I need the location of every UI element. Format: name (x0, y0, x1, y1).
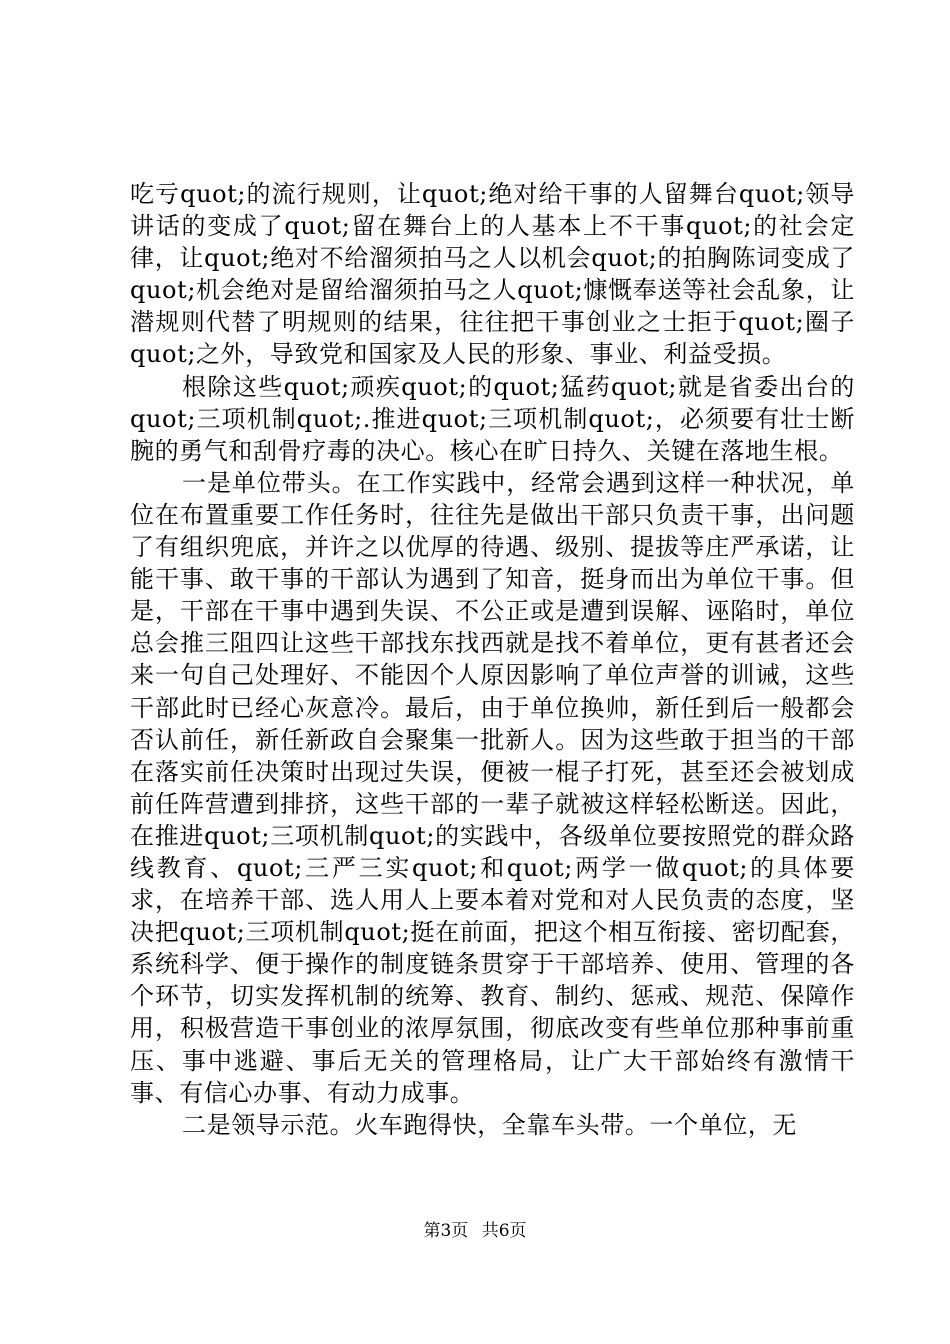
page-footer (0, 1216, 950, 1241)
paragraph-4: 二是领导示范。火车跑得快，全靠车头带。一个单位，无 (182, 1110, 797, 1139)
paragraph-1: 吃亏quot;的流行规则，让quot;绝对给干事的人留舞台quot;领导讲话的变成了quot;留在舞台上的人基本上不干事quot;的社会定律，让quot;绝对不给溜须拍马之人以机会quot;的拍胸陈词变成了quot;机会绝对是留给溜须拍马之人quot;慷慨奉送等社会乱象，让潜规则代替了明规则的结果，往往把干事创业之士拒于quot;圈子quot;之外，导致党和国家及人民的形象、事业、利益受损。 (130, 180, 855, 369)
document-body (130, 178, 855, 1141)
page-total: 共6页 (481, 1221, 527, 1241)
paragraph-2: 根除这些quot;顽疾quot;的quot;猛药quot;就是省委出台的quot;三项机制quot;.推进quot;三项机制quot;，必须要有壮士断腕的勇气和刮骨疗毒的决心。核心在旷日持久、关键在落地生根。 (130, 372, 855, 465)
page-number: 第3页 (423, 1221, 469, 1241)
paragraph-3: 一是单位带头。在工作实践中，经常会遇到这样一种状况，单位在布置重要工作任务时，往往先是做出干部只负责干事，出问题了有组织兜底，并许之以优厚的待遇、级别、提拔等庄严承诺，让能干事、敢干事的干部认为遇到了知音，挺身而出为单位干事。但是，干部在干事中遇到失误、不公正或是遭到误解、诬陷时，单位总会推三阻四让这些干部找东找西就是找不着单位，更有甚者还会来一句自己处理好、不能因个人原因影响了单位声誉的训诫，这些干部此时已经心灰意冷。最后，由于单位换帅，新任到后一般都会否认前任，新任新政自会聚集一批新人。因为这些敢于担当的干部在落实前任决策时出现过失误，便被一棍子打死，甚至还会被划成前任阵营遭到排挤，这些干部的一辈子就被这样轻松断送。因此，在推进quot;三项机制quot;的实践中，各级单位要按照党的群众路线教育、quot;三严三实quot;和quot;两学一做quot;的具体要求，在培养干部、选人用人上要本着对党和对人民负责的态度，坚决把quot;三项机制quot;挺在前面，把这个相互衔接、密切配套，系统科学、便于操作的制度链条贯穿于干部培养、使用、管理的各个环节，切实发挥机制的统筹、教育、制约、惩戒、规范、保障作用，积极营造干事创业的浓厚氛围，彻底改变有些单位那种事前重压、事中逃避、事后无关的管理格局，让广大干部始终有激情干事、有信心办事、有动力成事。 (130, 468, 855, 1107)
